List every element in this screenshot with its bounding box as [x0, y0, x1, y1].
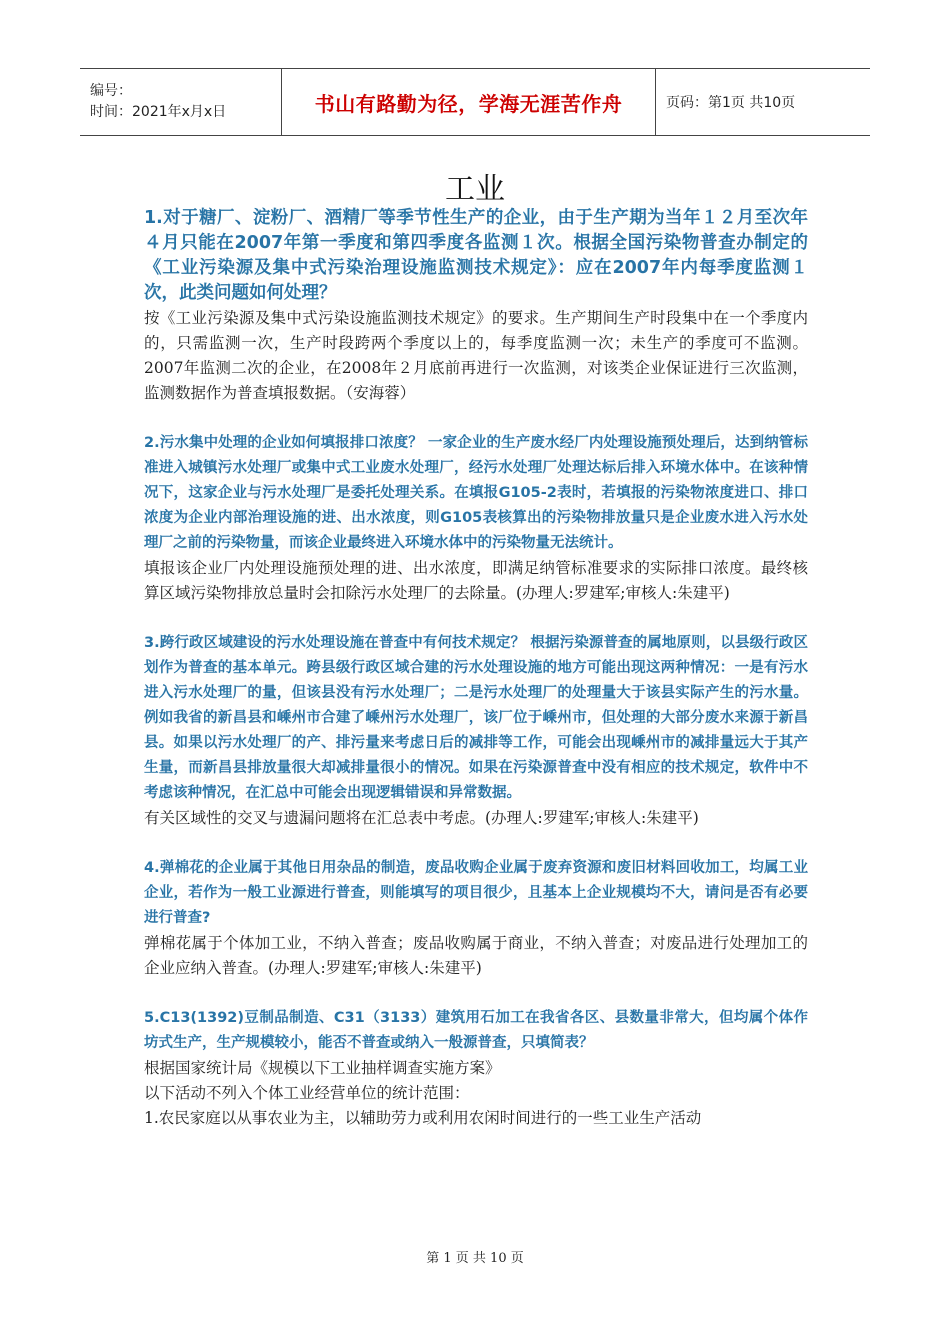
question-3: 3.跨行政区域建设的污水处理设施在普查中有何技术规定？ 根据污染源普查的属地原则，以县级行政区划作为普查的基本单元。跨县级行政区域合建的污水处理设施的地方可能出现这两种情况：一是有污水进入污水处理厂的量，但该县没有污水处理厂；二是污水处理厂的处理量大于该县实际产生的污水量。例如我省的新昌县和嵊州市合建了嵊州污水处理厂，该厂位于嵊州市，但处理的大部分废水来源于新昌县。如果以污水处理厂的产、排污量来考虑日后的减排等工作，可能会出现嵊州市的减排量远大于其产生量，而新昌县排放量很大却减排量很小的情况。如果在污染源普查中没有相应的技术规定，软件中不考虑该种情况，在汇总中可能会出现逻辑错误和异常数据。: [144, 635, 808, 801]
answer-5-line-2: 以下活动不列入个体工业经营单位的统计范围：: [144, 1084, 470, 1102]
document-body: [144, 206, 808, 1131]
qa-section-5: [144, 1006, 808, 1131]
header-motto-cell: [282, 69, 656, 135]
header-motto: 书山有路勤为径，学海无涯苦作舟: [314, 91, 623, 116]
answer-1: 按《工业污染源及集中式污染设施监测技术规定》的要求。生产期间生产时段集中在一个季度内的，只需监测一次，生产时段跨两个季度以上的，每季度监测一次；未生产的季度可不监测。 2007年监测二次的企业，在2008年２月底前再进行一次监测，对该类企业保证进行三次监测，监测数据作为普查填报数据。（安海蓉）: [144, 309, 808, 402]
header-table: [80, 68, 870, 136]
answer-2: 填报该企业厂内处理设施预处理的进、出水浓度，即满足纳管标准要求的实际排口浓度。最终核算区域污染物排放总量时会扣除污水处理厂的去除量。(办理人:罗建军;审核人:朱建平): [144, 559, 808, 602]
question-5: 5.C13(1392)豆制品制造、C31（3133）建筑用石加工在我省各区、县数量非常大，但均属个体作坊式生产，生产规模较小，能否不普查或纳入一般源普查，只填简表？: [144, 1010, 808, 1051]
question-4: 4.弹棉花的企业属于其他日用杂品的制造，废品收购企业属于废弃资源和废旧材料回收加工，均属工业企业，若作为一般工业源进行普查，则能填写的项目很少，且基本上企业规模均不大，请问是否有必要进行普查?: [144, 860, 808, 926]
qa-section-1: [144, 206, 808, 406]
header-page-info: 页码：第1页 共10页: [666, 95, 796, 111]
page-footer: 第 1 页 共 10 页: [426, 1251, 524, 1266]
answer-3: 有关区域性的交叉与遗漏问题将在汇总表中考虑。(办理人:罗建军;审核人:朱建平): [144, 809, 699, 827]
header-page-cell: [656, 69, 870, 135]
qa-section-4: [144, 856, 808, 981]
question-2: 2.污水集中处理的企业如何填报排口浓度？ 一家企业的生产废水经厂内处理设施预处理后，达到纳管标准进入城镇污水处理厂或集中式工业废水处理厂，经污水处理厂处理达标后排入环境水体中。在该种情况下，这家企业与污水处理厂是委托处理关系。在填报G105-2表时，若填报的污染物浓度进口、排口浓度为企业内部治理设施的进、出水浓度，则G105表核算出的污染物排放量只是企业废水进入污水处理厂之前的污染物量，而该企业最终进入环境水体中的污染物量无法统计。: [144, 435, 808, 551]
answer-5-line-3: 1.农民家庭以从事农业为主，以辅助劳力或利用农闲时间进行的一些工业生产活动: [144, 1109, 702, 1127]
document-number-label: 编号：: [90, 83, 132, 99]
answer-4: 弹棉花属于个体加工业，不纳入普查；废品收购属于商业，不纳入普查；对废品进行处理加工的企业应纳入普查。(办理人:罗建军;审核人:朱建平): [144, 934, 808, 977]
page-title: 工业: [445, 172, 505, 207]
answer-5-line-1: 根据国家统计局《规模以下工业抽样调查实施方案》: [144, 1059, 501, 1077]
question-1: 1.对于糖厂、淀粉厂、酒精厂等季节性生产的企业，由于生产期为当年１２月至次年４月只能在2007年第一季度和第四季度各监测１次。根据全国污染物普查办制定的《工业污染源及集中式污染治理设施监测技术规定》：应在2007年内每季度监测１次，此类问题如何处理？: [144, 208, 808, 303]
document-time-label: 时间：2021年x月x日: [90, 104, 227, 120]
header-meta-cell: [80, 69, 282, 135]
qa-section-2: [144, 431, 808, 606]
qa-section-3: [144, 631, 808, 831]
